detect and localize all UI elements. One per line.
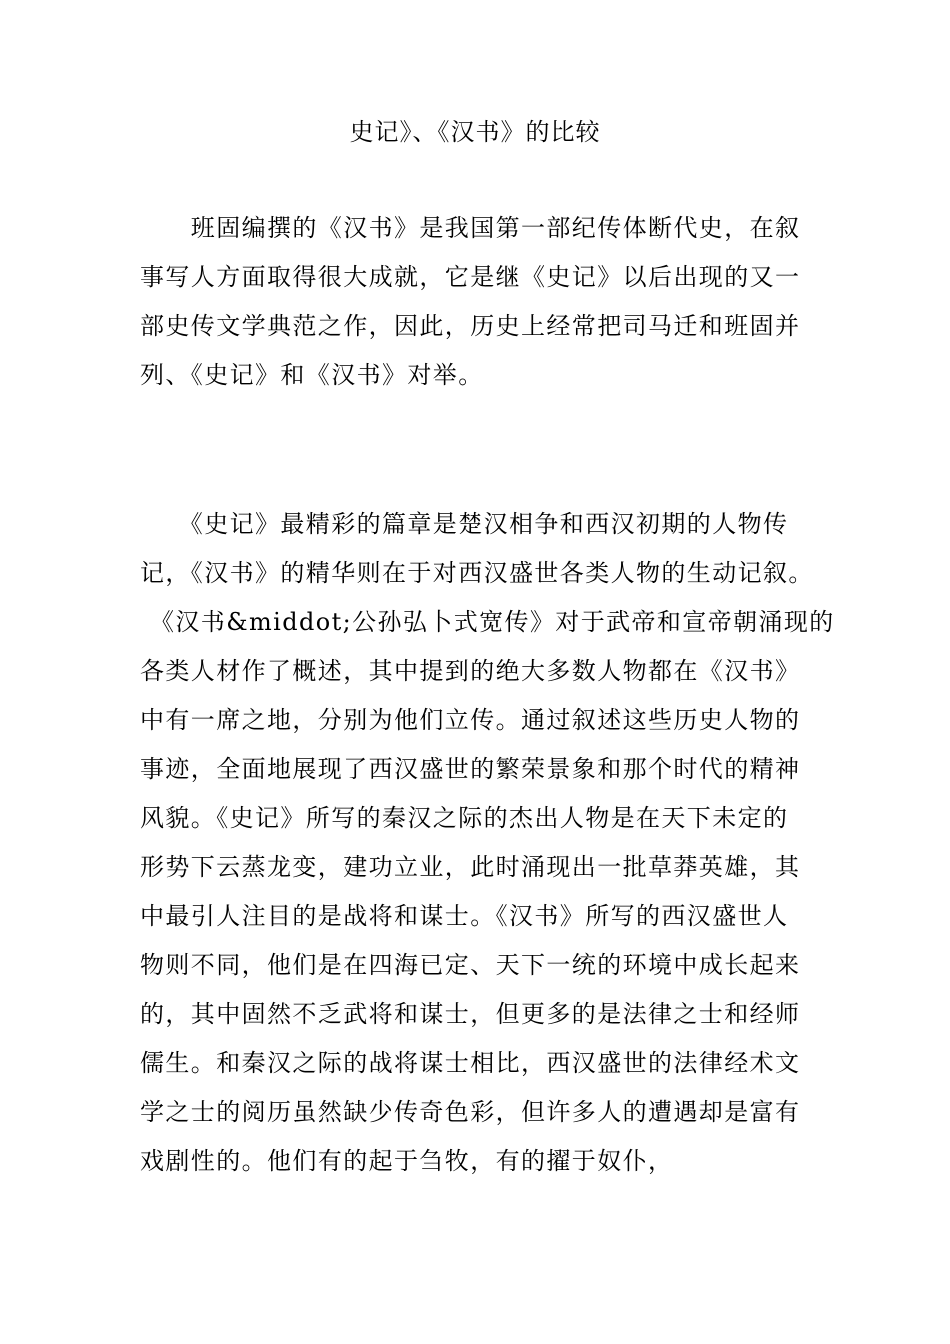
- paragraph-line: 事迹，全面地展现了西汉盛世的繁荣景象和那个时代的精神: [140, 755, 801, 783]
- paragraph-line: 儒生。和秦汉之际的战将谋士相比，西汉盛世的法律经术文: [140, 1049, 801, 1077]
- paragraph-line: 物则不同，他们是在四海已定、天下一统的环境中成长起来: [140, 951, 801, 979]
- paragraph-line: 班固编撰的《汉书》是我国第一部纪传体断代史，在叙: [140, 214, 801, 242]
- paragraph-line: 事写人方面取得很大成就，它是继《史记》以后出现的又一: [140, 263, 801, 291]
- paragraph-line: 各类人材作了概述，其中提到的绝大多数人物都在《汉书》: [140, 657, 801, 685]
- paragraph-line: 戏剧性的。他们有的起于刍牧，有的擢于奴仆，: [140, 1147, 674, 1175]
- paragraph-line: 的，其中固然不乏武将和谋士，但更多的是法律之士和经师: [140, 1000, 801, 1028]
- paragraph-line: 《汉书&middot;公孙弘卜式宽传》对于武帝和宣帝朝涌现的: [150, 608, 835, 636]
- document-title: 史记》、《汉书》的比较: [349, 118, 601, 146]
- paragraph-line: 《史记》最精彩的篇章是楚汉相争和西汉初期的人物传: [140, 510, 789, 538]
- paragraph-line: 部史传文学典范之作，因此，历史上经常把司马迁和班固并: [140, 312, 801, 340]
- paragraph-line: 中最引人注目的是战将和谋士。《汉书》所写的西汉盛世人: [140, 902, 789, 930]
- paragraph-line: 记，《汉书》的精华则在于对西汉盛世各类人物的生动记叙。: [140, 559, 814, 587]
- paragraph-line: 中有一席之地，分别为他们立传。通过叙述这些历史人物的: [140, 706, 801, 734]
- paragraph-line: 列、《史记》和《汉书》对举。: [140, 361, 484, 389]
- paragraph-line: 风貌。《史记》所写的秦汉之际的杰出人物是在天下未定的: [140, 804, 789, 832]
- paragraph-line: 形势下云蒸龙变，建功立业，此时涌现出一批草莽英雄，其: [140, 853, 801, 881]
- paragraph-line: 学之士的阅历虽然缺少传奇色彩，但许多人的遭遇却是富有: [140, 1098, 801, 1126]
